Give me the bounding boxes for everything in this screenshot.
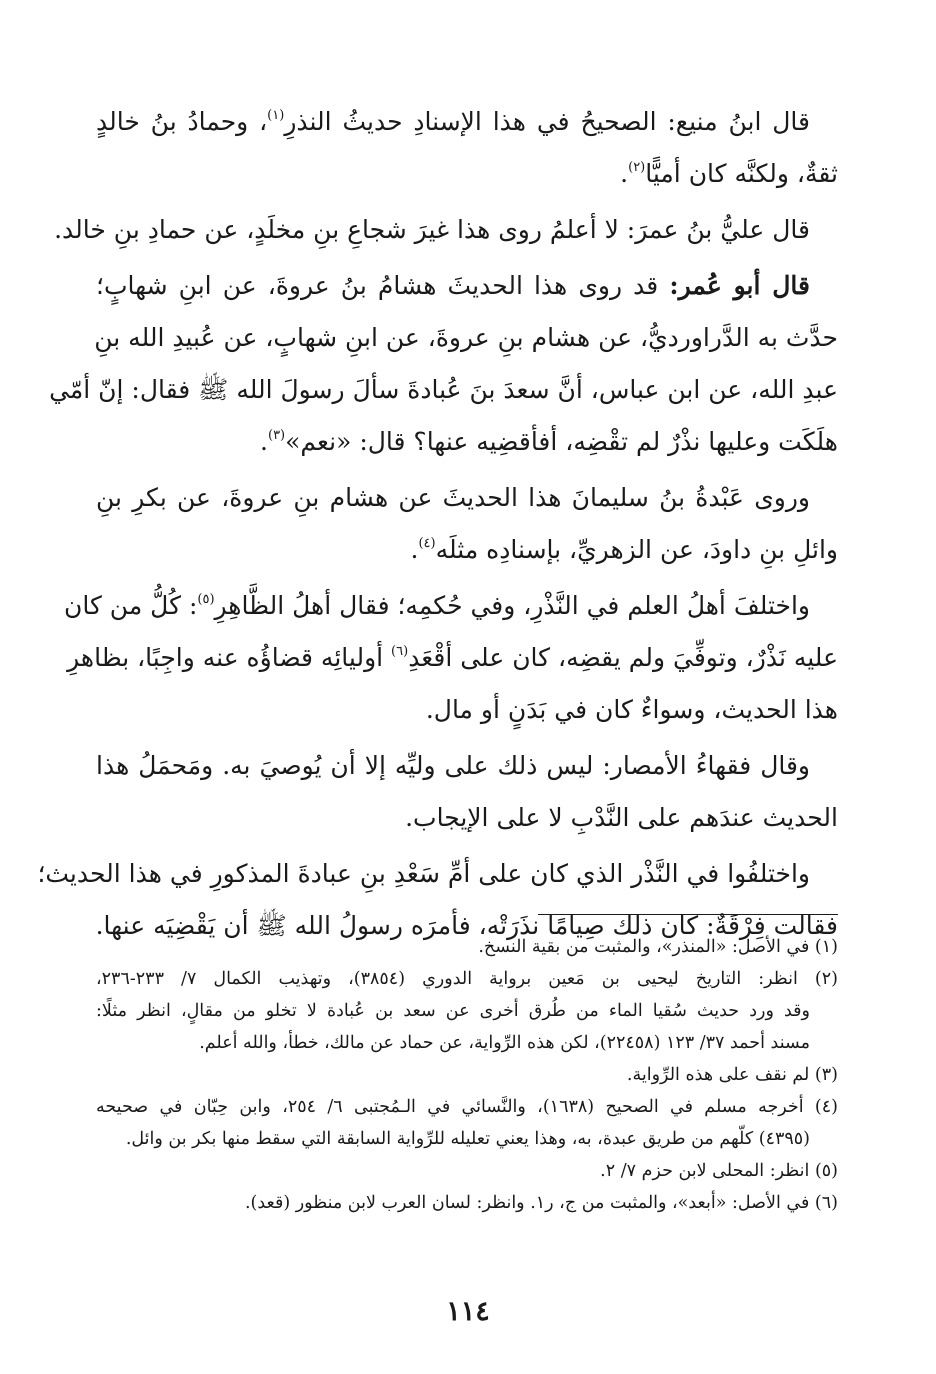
text-line: الحديث عندَهم على النَّدْبِ لا على الإيجاب.	[405, 803, 838, 832]
footnote-4	[96, 1092, 838, 1154]
text-line: قال أبو عُمر: قد روى هذا الحديثَ هشامُ بنُ عروةَ، عن ابنِ شهابٍ؛	[96, 271, 810, 300]
footnote-line: (٦) في الأصل: «أبعد»، والمثبت من ج، ر١. وانظر: لسان العرب لابن منظور (قعد).	[244, 1193, 838, 1213]
paragraph-3	[49, 260, 838, 468]
footnote-2	[96, 964, 838, 1058]
text-line: قال عليُّ بنُ عمرَ: لا أعلمُ روى هذا غيرَ شجاعِ بنِ مخلَدٍ، عن حمادِ بنِ خالد.	[54, 215, 810, 244]
footnote-1	[96, 932, 838, 962]
text-line: هلَكَت وعليها نذْرٌ لم تقْضِه، أفأقضِيه عنها؟ قال: «نعم»$^{(٣)}$.	[260, 427, 838, 456]
paragraph-5	[63, 580, 838, 736]
main-text	[37, 96, 838, 956]
footnote-3	[96, 1060, 838, 1090]
paragraph-6	[96, 740, 838, 844]
text-line: قال ابنُ منيع: الصحيحُ في هذا الإسنادِ حديثُ النذرِ$^{(١)}$، وحمادُ بنُ خالدٍ	[96, 107, 810, 136]
footnote-6	[96, 1188, 838, 1218]
paragraph-2	[54, 204, 838, 256]
text-line: واختلفُوا في النَّذْر الذي كان على أمِّ سَعْدِ بنِ عبادةَ المذكورِ في هذا الحديث؛	[37, 859, 810, 888]
footnote-ref: (٥)	[197, 592, 215, 607]
text-line: عبدِ الله، عن ابن عباس، أنَّ سعدَ بنَ عُبادةَ سألَ رسولَ الله ﷺ فقال: إنّ أمّي	[49, 375, 838, 404]
page-number: ١١٤	[446, 1296, 490, 1327]
text-line: وائلِ بنِ داودَ، عن الزهريِّ، بإسنادِه مثلَه$^{(٤)}$.	[410, 535, 838, 564]
text-line: هذا الحديث، وسواءٌ كان في بَدَنٍ أو مال.	[425, 695, 838, 724]
footnote-line: (٤) أخرجه مسلم في الصحيح (١٦٣٨)، والنَّسائي في الـمُجتبى ٦/ ٢٥٤، وابن حِبّان في صحيحه	[96, 1097, 838, 1117]
footnote-line: مسند أحمد ٣٧/ ١٢٣ (٢٢٤٥٨)، لكن هذه الرِّواية، عن حماد عن مالك، خطأ، والله أعلم.	[199, 1033, 810, 1053]
footnote-divider	[538, 914, 838, 915]
footnote-ref: (٦)	[391, 644, 409, 659]
footnote-line: (٢) انظر: التاريخ ليحيى بن مَعين برواية الدوري (٣٨٥٤)، وتهذيب الكمال ٧/ ٢٣٣-٢٣٦،	[96, 969, 838, 989]
footnote-ref: (٢)	[628, 160, 646, 175]
text-line: وروى عَبْدةُ بنُ سليمانَ هذا الحديثَ عن هشام بنِ عروةَ، عن بكرِ بنِ	[96, 483, 810, 512]
text-line: وقال فقهاءُ الأمصار: ليس ذلك على وليِّه إلا أن يُوصيَ به. ومَحمَلُ هذا	[96, 751, 810, 780]
footnote-line: (١) في الأصل: «المنذر»، والمثبت من بقية النسخ.	[478, 937, 838, 957]
footnote-5	[96, 1156, 838, 1186]
speaker-lead: قال أبو عُمر:	[669, 271, 810, 300]
footnotes	[96, 932, 838, 1220]
footnote-ref: (١)	[267, 108, 285, 123]
footnote-ref: (٣)	[267, 428, 286, 443]
text-line: فقالت فِرْقَةٌ: كان ذلك صِيامًا نذَرَتْه، فأمرَه رسولُ الله ﷺ أن يَقْضِيَه عنها.	[95, 911, 838, 940]
text-line: عليه نَذْرٌ، وتوفِّيَ ولم يقضِه، كان على أقْعَدِ$^{(٦)}$ أوليائِه قضاؤُه عنه واجِبًا، بظاهرِ	[67, 643, 838, 672]
footnote-line: وقد ورد حديث سُقيا الماء من طُرق أخرى عن سعد بن عُبادة لا تخلو من مقالٍ، انظر مثلًا:	[96, 1001, 810, 1021]
paragraph-4	[96, 472, 838, 576]
footnote-line: (٤٣٩٥) كلّهم من طريق عبدة، به، وهذا يعني تعليله للرِّواية السابقة التي سقط منها بكر بن وائل.	[125, 1129, 810, 1149]
text-line: حدَّث به الدَّراورديُّ، عن هشام بنِ عروةَ، عن ابنِ شهابٍ، عن عُبيدِ الله بنِ	[94, 323, 838, 352]
text-line: ثقةٌ، ولكنَّه كان أميًّا$^{(٢)}$.	[620, 159, 838, 188]
footnote-line: (٥) انظر: المحلى لابن حزم ٧/ ٢.	[600, 1161, 838, 1181]
footnote-ref: (٤)	[418, 536, 436, 551]
footnote-line: (٣) لم نقف على هذه الرِّواية.	[626, 1065, 838, 1085]
text-line: واختلفَ أهلُ العلم في النَّذْرِ، وفي حُكمِه؛ فقال أهلُ الظَّاهِرِ$^{(٥)}$: كُلُّ من كان	[63, 591, 810, 620]
paragraph-1	[96, 96, 838, 200]
